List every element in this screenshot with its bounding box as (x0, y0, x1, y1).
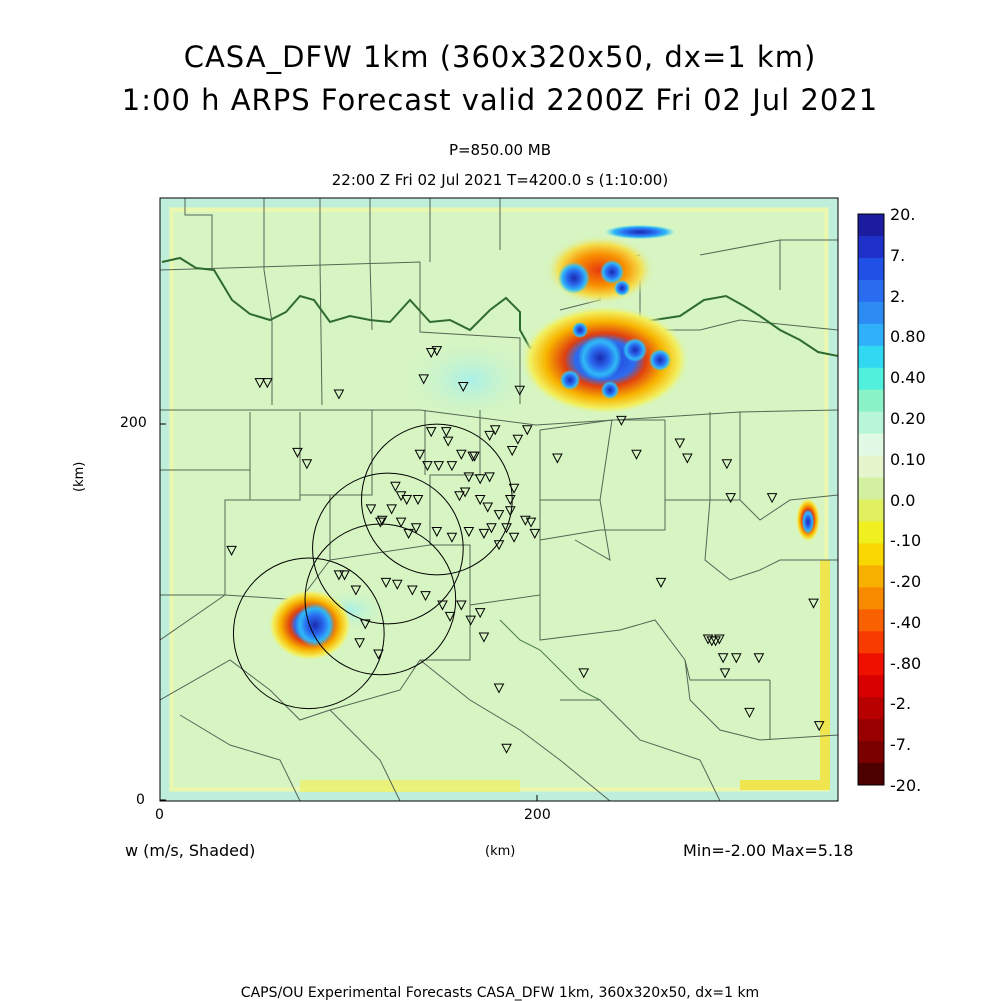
colorbar-label: 20. (890, 205, 916, 224)
storm-cell-core (560, 370, 580, 390)
colorbar-segment (858, 763, 884, 785)
east-updraft-band (820, 560, 830, 780)
storm-cell-core (623, 338, 647, 362)
colorbar-segment (858, 236, 884, 258)
colorbar-label: 2. (890, 286, 906, 306)
colorbar-segment (858, 631, 884, 653)
storm-cell-core (601, 381, 619, 399)
colorbar-segment (858, 697, 884, 719)
colorbar-segment (858, 565, 884, 587)
south-updraft-band-east (740, 780, 830, 790)
colorbar-segment (858, 214, 884, 236)
colorbar-label: -.10 (890, 531, 922, 551)
x-axis-label: (km) (485, 844, 516, 859)
chart-title-line1: CASA_DFW 1km (360x320x50, dx=1 km) (183, 40, 817, 74)
colorbar-label: -.20 (890, 572, 922, 592)
colorbar-segment (858, 258, 884, 280)
x-tick-label-0: 0 (155, 807, 164, 823)
y-axis-label: (km) (72, 461, 87, 492)
colorbar-segment (858, 390, 884, 412)
colorbar-segment (858, 302, 884, 324)
colorbar-segment (858, 741, 884, 763)
colorbar-label: 0.0 (890, 490, 916, 510)
colorbar-segment (858, 368, 884, 390)
colorbar-segment (858, 609, 884, 631)
forecast-time-label: 22:00 Z Fri 02 Jul 2021 T=4200.0 s (1:10:00) (331, 171, 669, 189)
pressure-level-label: P=850.00 MB (448, 141, 552, 159)
storm-cell-core (649, 349, 671, 371)
storm-cell-core (295, 603, 335, 647)
colorbar-label: -7. (890, 735, 912, 755)
y-tick-label-200: 200 (120, 415, 147, 431)
colorbar-label: 0.10 (890, 449, 926, 469)
colorbar-segment (858, 346, 884, 368)
variable-label: w (m/s, Shaded) (125, 841, 256, 860)
colorbar-segment (858, 434, 884, 456)
colorbar-segment (858, 675, 884, 697)
colorbar-segment (858, 587, 884, 609)
light-vertical-velocity-patch (400, 335, 540, 425)
storm-cell-core (572, 322, 588, 338)
colorbar-label: 0.80 (890, 327, 926, 347)
colorbar-label: 0.40 (890, 368, 926, 388)
colorbar-segment (858, 521, 884, 543)
storm-cell-core (558, 262, 590, 294)
storm-cell-core (578, 336, 622, 380)
colorbar-segment (858, 543, 884, 565)
colorbar-label: 7. (890, 245, 906, 265)
chart-title-line2: 1:00 h ARPS Forecast valid 2200Z Fri 02 Jul 2021 (121, 83, 879, 117)
x-tick-label-200: 200 (524, 807, 551, 823)
colorbar-label: -.80 (890, 653, 922, 673)
colorbar-segment (858, 280, 884, 302)
colorbar-label: 0.20 (890, 408, 926, 428)
colorbar-label: -2. (890, 694, 912, 714)
colorbar-segment (858, 500, 884, 522)
credit-line: CAPS/OU Experimental Forecasts CASA_DFW 1km, 360x320x50, dx=1 km (240, 985, 760, 1001)
storm-cell-north-complex (605, 225, 675, 239)
min-max-label: Min=-2.00 Max=5.18 (683, 841, 854, 860)
colorbar-label: -.40 (890, 612, 922, 632)
map-field (160, 198, 838, 801)
storm-cell-core (802, 510, 814, 534)
colorbar-segment (858, 412, 884, 434)
colorbar-segment (858, 719, 884, 741)
colorbar-segment (858, 456, 884, 478)
colorbar-segment (858, 653, 884, 675)
storm-cell-core (614, 280, 630, 296)
colorbar-segment (858, 478, 884, 500)
south-updraft-band (300, 780, 520, 792)
colorbar (858, 214, 884, 786)
colorbar-label: -20. (890, 776, 922, 795)
colorbar-segment (858, 324, 884, 346)
y-tick-label-0: 0 (136, 792, 145, 808)
